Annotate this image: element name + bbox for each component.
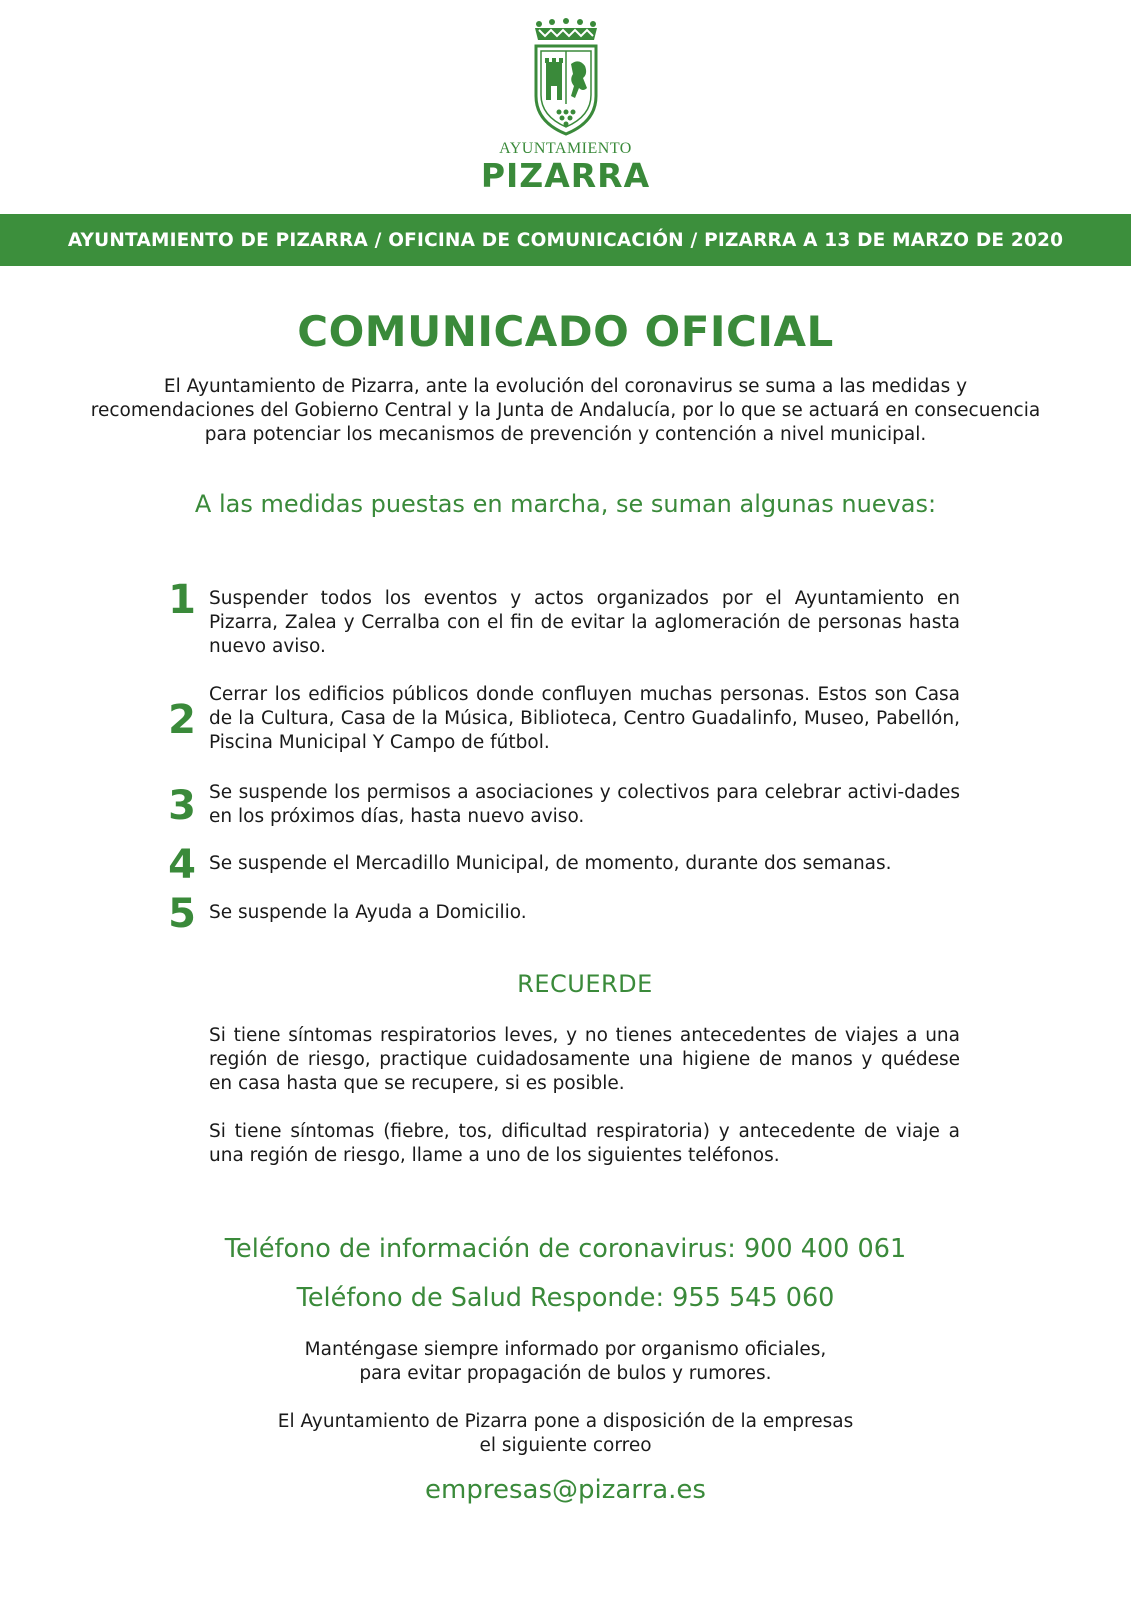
measure-text: Se suspende los permisos a asociaciones y colectivos para celebrar activi-dades en los próximos días, hasta nuevo aviso. <box>209 782 960 827</box>
measure-number: 2 <box>168 697 196 743</box>
informed-line-1: Manténgase siempre informado por organismo oficiales, <box>304 1339 827 1360</box>
measure-number: 1 <box>168 577 196 623</box>
measure-number: 3 <box>168 783 196 829</box>
recuerde-heading: RECUERDE <box>517 970 653 998</box>
informed-line-2: para evitar propagación de bulos y rumores. <box>359 1363 772 1384</box>
measure-text: Suspender todos los eventos y actos organizados por el Ayuntamiento en Pizarra, Zalea y Cerralba con el fin de evitar la aglomeración de personas hasta nuevo aviso. <box>209 588 960 657</box>
logo-title: PIZARRA <box>480 156 651 195</box>
recuerde-paragraph-2: Si tiene síntomas (fiebre, tos, dificultad respiratoria) y antecedente de viaje a una región de riesgo, llame a uno de los siguientes teléfonos. <box>209 1121 960 1166</box>
intro-paragraph: El Ayuntamiento de Pizarra, ante la evolución del coronavirus se suma a las medidas y recomendaciones del Gobierno Central y la Junta de Andalucía, por lo que se actuará en consecuencia para potenciar los mecanismos de prevención y contención a nivel municipal. <box>90 376 1041 445</box>
measure-text: Cerrar los edificios públicos donde confluyen muchas personas. Estos son Casa de la Cultura, Casa de la Música, Biblioteca, Centro Guadalinfo, Museo, Pabellón, Piscina Municipal Y Campo de fútbol. <box>209 684 960 753</box>
measure-text: Se suspende la Ayuda a Domicilio. <box>209 902 527 923</box>
coat-of-arms-icon <box>531 18 601 136</box>
measure-number: 5 <box>168 891 196 937</box>
empresas-email-link[interactable]: empresas@pizarra.es <box>425 1475 706 1505</box>
logo <box>0 18 1131 194</box>
logo-subtitle: AYUNTAMIENTO <box>499 140 632 157</box>
salud-responde-phone: Teléfono de Salud Responde: 955 545 060 <box>296 1283 835 1313</box>
header-banner: AYUNTAMIENTO DE PIZARRA / OFICINA DE COMUNICACIÓN / PIZARRA A 13 DE MARZO DE 2020 <box>0 214 1131 266</box>
empresas-line-1: El Ayuntamiento de Pizarra pone a disposición de la empresas <box>277 1411 854 1432</box>
measures-heading: A las medidas puestas en marcha, se suman algunas nuevas: <box>194 490 937 518</box>
page-title: COMUNICADO OFICIAL <box>297 307 834 356</box>
coronavirus-phone: Teléfono de información de coronavirus: 900 400 061 <box>224 1234 907 1264</box>
empresas-line-2: el siguiente correo <box>479 1435 652 1456</box>
measure-number: 4 <box>168 842 196 888</box>
measure-text: Se suspende el Mercadillo Municipal, de momento, durante dos semanas. <box>209 853 892 874</box>
recuerde-paragraph-1: Si tiene síntomas respiratorios leves, y no tienes antecedentes de viajes a una región de riesgo, practique cuidadosamente una higiene de manos y quédese en casa hasta que se recupere, si es posible. <box>209 1025 960 1094</box>
